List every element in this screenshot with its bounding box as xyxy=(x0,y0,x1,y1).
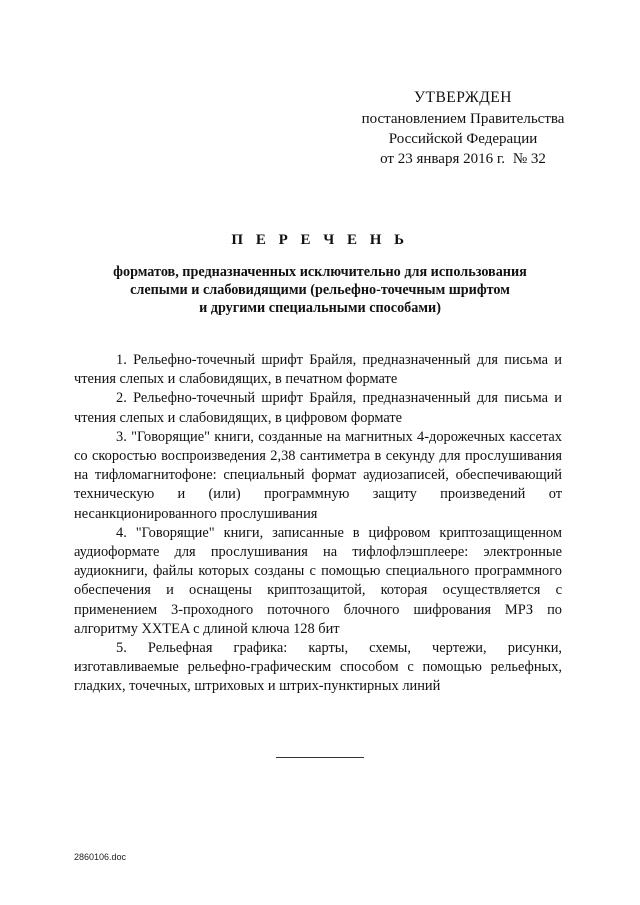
subtitle-line: форматов, предназначенных исключительно для использования xyxy=(113,264,527,280)
subtitle-line: и другими специальными способами) xyxy=(199,300,441,316)
approval-date-line xyxy=(338,149,588,169)
list-item: 1. Рельефно-точечный шрифт Брайля, предназначенный для письма и чтения слепых и слабовидящих, в печатном формате xyxy=(74,352,562,388)
list-item: 4. "Говорящие" книги, записанные в цифровом криптозащищенном аудиоформате для прослушивания на тифлофлэшплеере: электронные аудиокниги, файлы которых созданы с помощью специального программного обеспечения и оснащены криптозащитой, которая осуществляется с применением 3-проходного поточного блочного шифрования МРЗ по алгоритму XXTEA с длиной ключа 128 бит xyxy=(74,524,562,637)
document-title: П Е Р Е Ч Е Н Ь xyxy=(231,232,409,248)
approval-number: 32 xyxy=(530,151,546,167)
end-separator-line xyxy=(276,757,364,758)
format-list xyxy=(74,351,562,697)
approval-date: от 23 января 2016 г. xyxy=(380,151,506,167)
list-item: 2. Рельефно-точечный шрифт Брайля, предназначенный для письма и чтения слепых и слабовидящих, в цифровом формате xyxy=(74,390,562,426)
list-item: 3. "Говорящие" книги, созданные на магнитных 4-дорожечных кассетах со скоростью воспроизведения 2,38 сантиметра в секунду для прослушивания на тифломагнитофоне: специальный формат аудиозаписей, обеспечивающий техническую и (или) программную защиту произведений от несанкционированного прослушивания xyxy=(74,428,562,522)
document-subtitle xyxy=(60,263,580,317)
footer-filename: 2860106.doc xyxy=(74,852,127,862)
subtitle-line: слепыми и слабовидящими (рельефно-точечным шрифтом xyxy=(130,282,510,298)
approval-line-1: постановлением Правительства xyxy=(361,111,565,127)
approval-heading: УТВЕРЖДЕН xyxy=(414,89,512,106)
approval-block xyxy=(338,88,588,169)
approval-line-2: Российской Федерации xyxy=(388,131,538,147)
approval-number-sign: № xyxy=(512,151,528,167)
list-item: 5. Рельефная графика: карты, схемы, чертежи, рисунки, изготавливаемые рельефно-графическим способом с помощью рельефных, гладких, точечных, штриховых и штрих-пунктирных линий xyxy=(74,640,562,695)
